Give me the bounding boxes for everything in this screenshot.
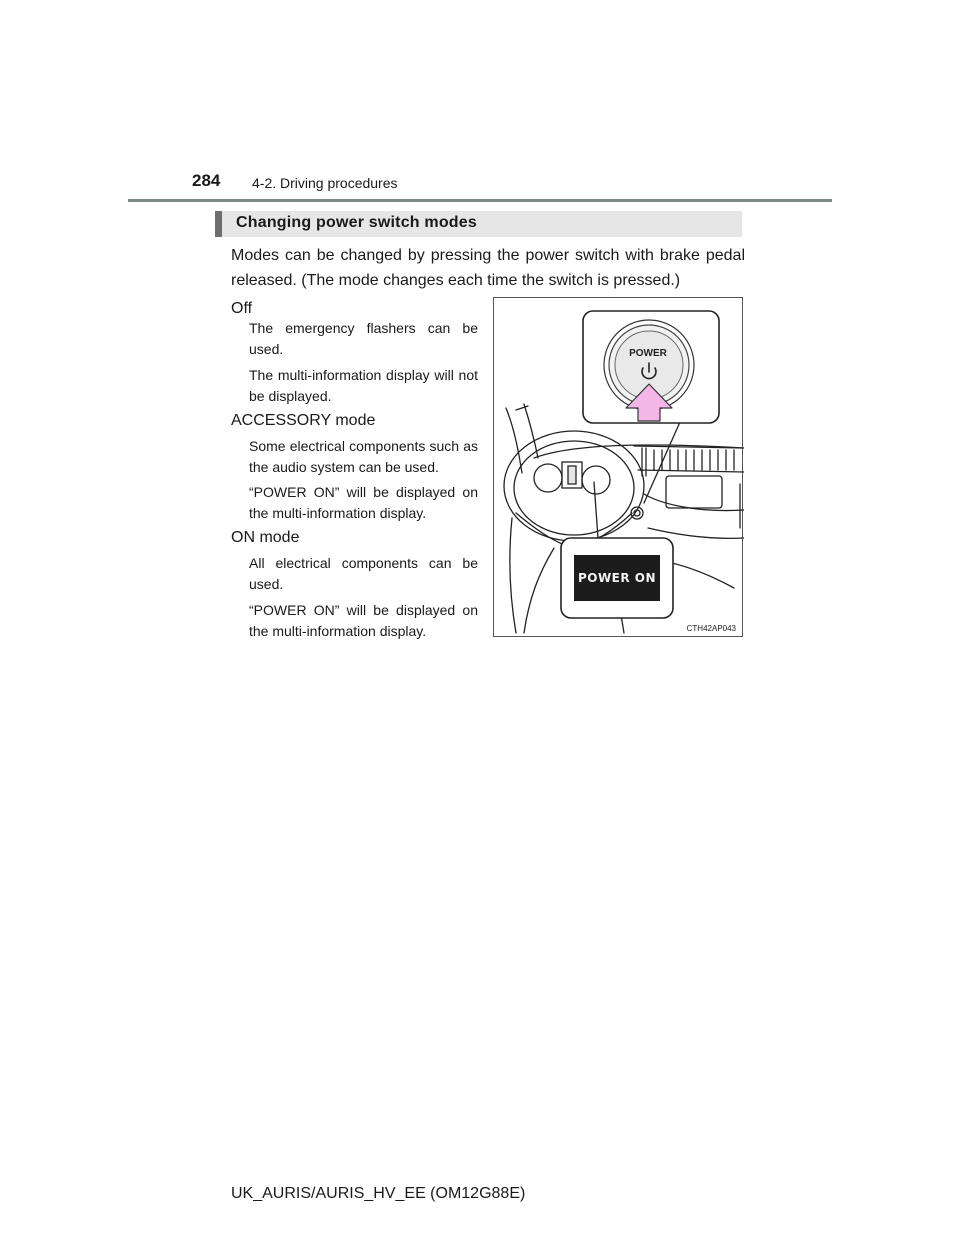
mode-off-description-1: The emergency flashers can be used. [249, 320, 478, 357]
page-number: 284 [192, 171, 221, 190]
mode-on-description-1: All electrical components can be used. [249, 555, 478, 592]
document-id: UK_AURIS/AURIS_HV_EE (OM12G88E) [231, 1185, 526, 1202]
mode-title-off: Off [231, 300, 253, 317]
mode-title-accessory: ACCESSORY mode [231, 412, 376, 429]
mode-accessory-description-1: Some electrical components such as the audio system can be used. [249, 438, 478, 475]
mode-off-description-2: The multi-information display will not be displayed. [249, 367, 478, 404]
section-heading-text: Changing power switch modes [236, 214, 477, 231]
power-on-display: POWER ON [574, 555, 660, 601]
section-heading [215, 211, 742, 237]
mode-on-description-2: “POWER ON” will be displayed on the multi-information display. [249, 602, 478, 639]
illustration-code: CTH42AP043 [686, 624, 736, 633]
mode-title-on: ON mode [231, 529, 300, 546]
mode-accessory-description-2: “POWER ON” will be displayed on the multi-information display. [249, 484, 478, 521]
power-switch-illustration [493, 297, 743, 637]
chapter-reference: 4-2. Driving procedures [252, 175, 398, 191]
header-divider [128, 199, 832, 202]
intro-paragraph: Modes can be changed by pressing the power switch with brake pedal released. (The mode changes each time the switch is pressed.) [231, 247, 745, 289]
power-button-label: POWER [629, 348, 667, 359]
